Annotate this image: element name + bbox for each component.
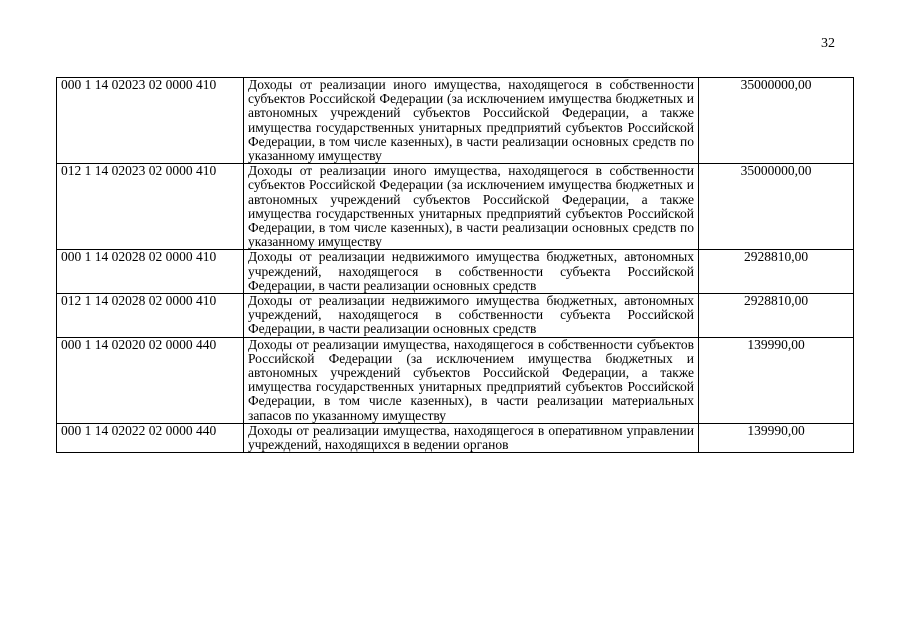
description-cell: Доходы от реализации недвижимого имущества бюджетных, автономных учреждений, находящегося в собственности субъекта Российской Федерации, в части реализации основных средств — [244, 294, 699, 338]
table-row — [57, 164, 854, 250]
budget-code-cell: 000 1 14 02022 02 0000 440 — [57, 423, 244, 452]
description-cell: Доходы от реализации имущества, находящегося в собственности субъектов Российской Федерации (за исключением имущества бюджетных и автономных учреждений субъектов Российской Федерации, а также имущества государственных унитарных предприятий субъектов Российской Федерации, в том числе казенных), в части реализации материальных запасов по указанному имуществу — [244, 337, 699, 423]
description-text: Доходы от реализации имущества, находящегося в оперативном управлении учреждений, находящихся в ведении органов — [248, 423, 694, 452]
budget-code-cell: 000 1 14 02020 02 0000 440 — [57, 337, 244, 423]
budget-code-cell: 012 1 14 02028 02 0000 410 — [57, 294, 244, 338]
amount-cell: 35000000,00 — [699, 78, 854, 164]
budget-code-cell: 000 1 14 02028 02 0000 410 — [57, 250, 244, 294]
revenue-table — [56, 77, 854, 453]
description-cell: Доходы от реализации недвижимого имущества бюджетных, автономных учреждений, находящегося в собственности субъекта Российской Федерации, в части реализации основных средств — [244, 250, 699, 294]
amount-cell: 35000000,00 — [699, 164, 854, 250]
page-number: 32 — [821, 36, 835, 51]
amount-cell: 139990,00 — [699, 337, 854, 423]
amount-cell: 2928810,00 — [699, 294, 854, 338]
table-row — [57, 423, 854, 452]
amount-cell: 139990,00 — [699, 423, 854, 452]
amount-cell: 2928810,00 — [699, 250, 854, 294]
description-cell — [244, 423, 699, 452]
budget-code-cell: 012 1 14 02023 02 0000 410 — [57, 164, 244, 250]
table-row — [57, 78, 854, 164]
table-row — [57, 294, 854, 338]
table-row — [57, 250, 854, 294]
description-cell: Доходы от реализации иного имущества, находящегося в собственности субъектов Российской Федерации (за исключением имущества бюджетных и автономных учреждений субъектов Российской Федерации, а также имущества государственных унитарных предприятий субъектов Российской Федерации, в том числе казенных), в части реализации основных средств по указанному имуществу — [244, 78, 699, 164]
description-cell: Доходы от реализации иного имущества, находящегося в собственности субъектов Российской Федерации (за исключением имущества бюджетных и автономных учреждений субъектов Российской Федерации, а также имущества государственных унитарных предприятий субъектов Российской Федерации, в том числе казенных), в части реализации основных средств по указанному имуществу — [244, 164, 699, 250]
budget-code-cell: 000 1 14 02023 02 0000 410 — [57, 78, 244, 164]
table-row — [57, 337, 854, 423]
